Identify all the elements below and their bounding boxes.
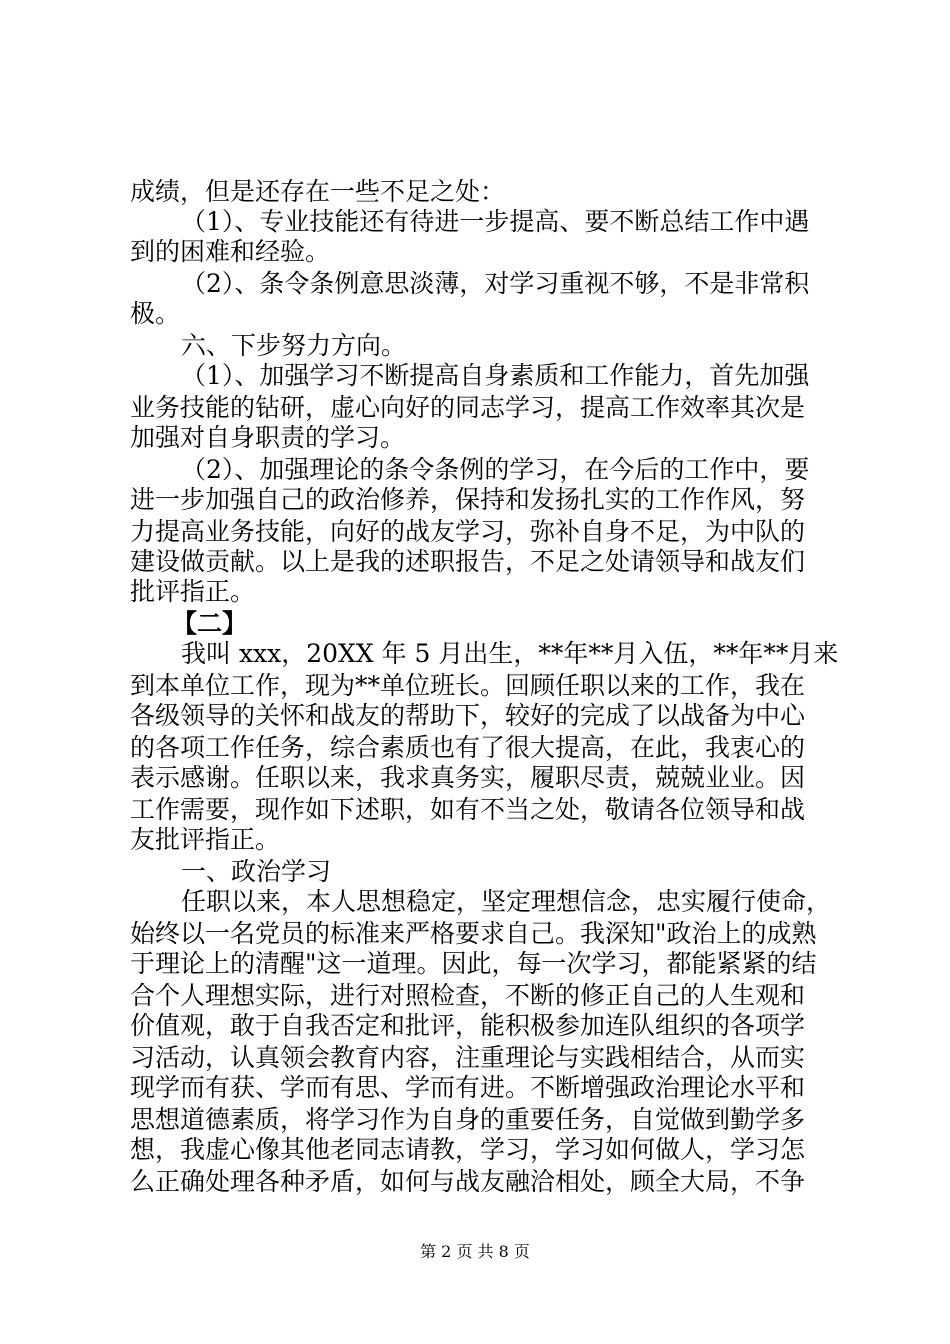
body-line: （1）、专业技能还有待进一步提高、要不断总结工作中遇 [181,207,810,236]
body-line: 成绩，但是还存在一些不足之处： [130,177,506,206]
body-line: 各级领导的关怀和战友的帮助下，较好的完成了以战备为中心 [130,701,806,730]
body-line: 批评指正。 [130,577,256,606]
body-line: 力提高业务技能，向好的战友学习，弥补自身不足，为中队的 [130,517,806,546]
body-line: 习活动，认真领会教育内容，注重理论与实践相结合，从而实 [130,1043,806,1072]
body-line: 么正确处理各种矛盾，如何与战友融洽相处，顾全大局，不争 [130,1167,806,1196]
body-line: （2）、加强理论的条令条例的学习，在今后的工作中，要 [181,455,810,484]
body-line: 想，我虚心像其他老同志请教，学习，学习如何做人，学习怎 [130,1135,806,1164]
body-line: 友批评指正。 [130,825,281,854]
body-line: 极。 [130,299,181,328]
body-line: （2）、条令条例意思淡薄，对学习重视不够，不是非常积 [181,269,810,298]
body-line: 思想道德素质，将学习作为自身的重要任务，自觉做到勤学多 [130,1105,806,1134]
section-marker: 【二】 [172,609,248,638]
body-line: 到的困难和经验。 [130,237,331,266]
section-heading: 六、下步努力方向。 [181,331,407,360]
body-line: 进一步加强自己的政治修养，保持和发扬扎实的工作作风，努 [130,485,806,514]
page-footer: 第 2 页 共 8 页 [420,1242,530,1261]
body-line: 始终以一名党员的标准来严格要求自己。我深知"政治上的成熟 [130,919,817,948]
body-line: 任职以来，本人思想稳定，坚定理想信念，忠实履行使命， [181,887,832,916]
body-line: 合个人理想实际，进行对照检查，不断的修正自己的人生观和 [130,981,806,1010]
body-line: 加强对自身职责的学习。 [130,423,406,452]
body-line: 现学而有获、学而有思、学而有进。不断增强政治理论水平和 [130,1073,806,1102]
body-line: 表示感谢。任职以来，我求真务实，履职尽责，兢兢业业。因 [130,763,806,792]
body-line: 业务技能的钻研，虚心向好的同志学习，提高工作效率其次是 [130,393,806,422]
body-line: 到本单位工作，现为**单位班长。回顾任职以来的工作，我在 [130,671,806,700]
body-line: （1）、加强学习不断提高自身素质和工作能力，首先加强 [181,361,810,390]
body-line: 工作需要，现作如下述职，如有不当之处，敬请各位领导和战 [130,795,806,824]
body-line: 的各项工作任务，综合素质也有了很大提高，在此，我衷心的 [130,733,806,762]
body-line: 我叫 xxx，20XX 年 5 月出生，**年**月入伍，**年**月来 [181,639,839,668]
body-line: 于理论上的清醒"这一道理。因此，每一次学习，都能紧紧的结 [130,949,817,978]
body-line: 建设做贡献。以上是我的述职报告，不足之处请领导和战友们 [130,547,806,576]
body-line: 价值观，敢于自我否定和批评，能积极参加连队组织的各项学 [130,1011,806,1040]
section-heading: 一、政治学习 [181,857,332,886]
